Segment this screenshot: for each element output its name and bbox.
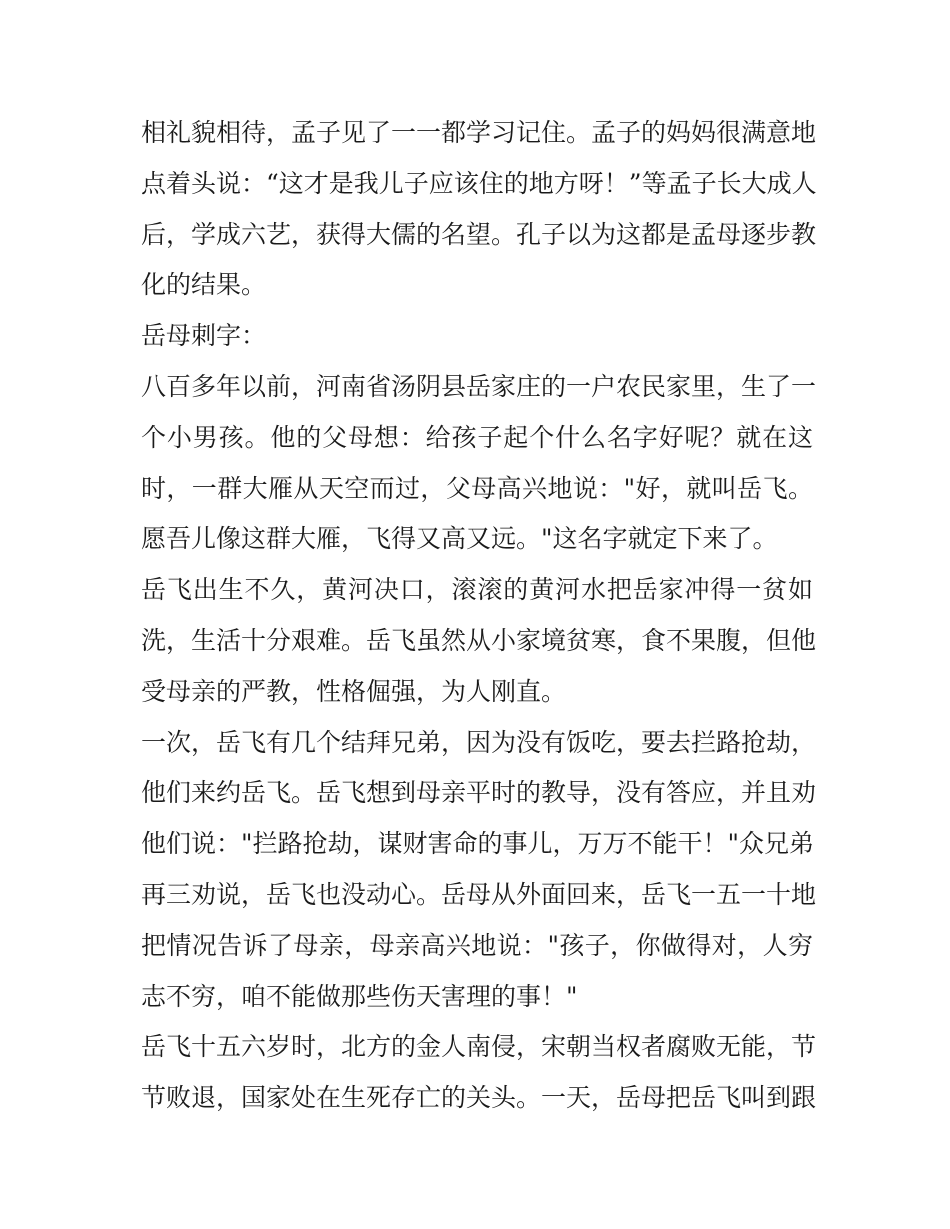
paragraph-end-line: 愿吾儿像这群大雁，飞得又高又远。"这名字就定下来了。 bbox=[141, 524, 778, 554]
text-line: 洗，生活十分艰难。岳飞虽然从小家境贫寒，食不果腹，但他 bbox=[141, 625, 817, 655]
paragraph-end-line: 化的结果。 bbox=[141, 270, 267, 300]
text-line: 再三劝说，岳飞也没动心。岳母从外面回来，岳飞一五一十地 bbox=[141, 879, 817, 909]
paragraph-end-line: 志不穷，咱不能做那些伤天害理的事！" bbox=[141, 981, 578, 1011]
text-line: 把情况告诉了母亲，母亲高兴地说："孩子，你做得对，人穷 bbox=[141, 930, 813, 960]
text-line: 岳飞十五六岁时，北方的金人南侵，宋朝当权者腐败无能，节 bbox=[141, 1032, 817, 1062]
text-line: 后，学成六艺，获得大儒的名望。孔子以为这都是孟母逐步教 bbox=[141, 219, 817, 249]
text-line: 点着头说：“这才是我儿子应该住的地方呀！”等孟子长大成人 bbox=[141, 168, 817, 198]
paragraph-end-line: 受母亲的严教，性格倔强，为人刚直。 bbox=[141, 676, 567, 706]
text-line: 八百多年以前，河南省汤阴县岳家庄的一户农民家里，生了一 bbox=[141, 371, 817, 401]
text-line: 个小男孩。他的父母想：给孩子起个什么名字好呢？就在这 bbox=[141, 422, 813, 452]
text-line: 岳飞出生不久，黄河决口，滚滚的黄河水把岳家冲得一贫如 bbox=[141, 575, 813, 605]
text-line: 他们说："拦路抢劫，谋财害命的事儿，万万不能干！"众兄弟 bbox=[141, 829, 815, 859]
text-line: 他们来约岳飞。岳飞想到母亲平时的教导，没有答应，并且劝 bbox=[141, 778, 817, 808]
text-line: 时，一群大雁从天空而过，父母高兴地说："好，就叫岳飞。 bbox=[141, 473, 813, 503]
section-heading: 岳母刺字： bbox=[141, 321, 267, 351]
text-line: 相礼貌相待，孟子见了一一都学习记住。孟子的妈妈很满意地 bbox=[141, 118, 817, 147]
document-body bbox=[141, 108, 817, 1124]
text-line: 一次，岳飞有几个结拜兄弟，因为没有饭吃，要去拦路抢劫， bbox=[141, 727, 817, 757]
text-line: 节败退，国家处在生死存亡的关头。一天，岳母把岳飞叫到跟 bbox=[141, 1083, 817, 1113]
